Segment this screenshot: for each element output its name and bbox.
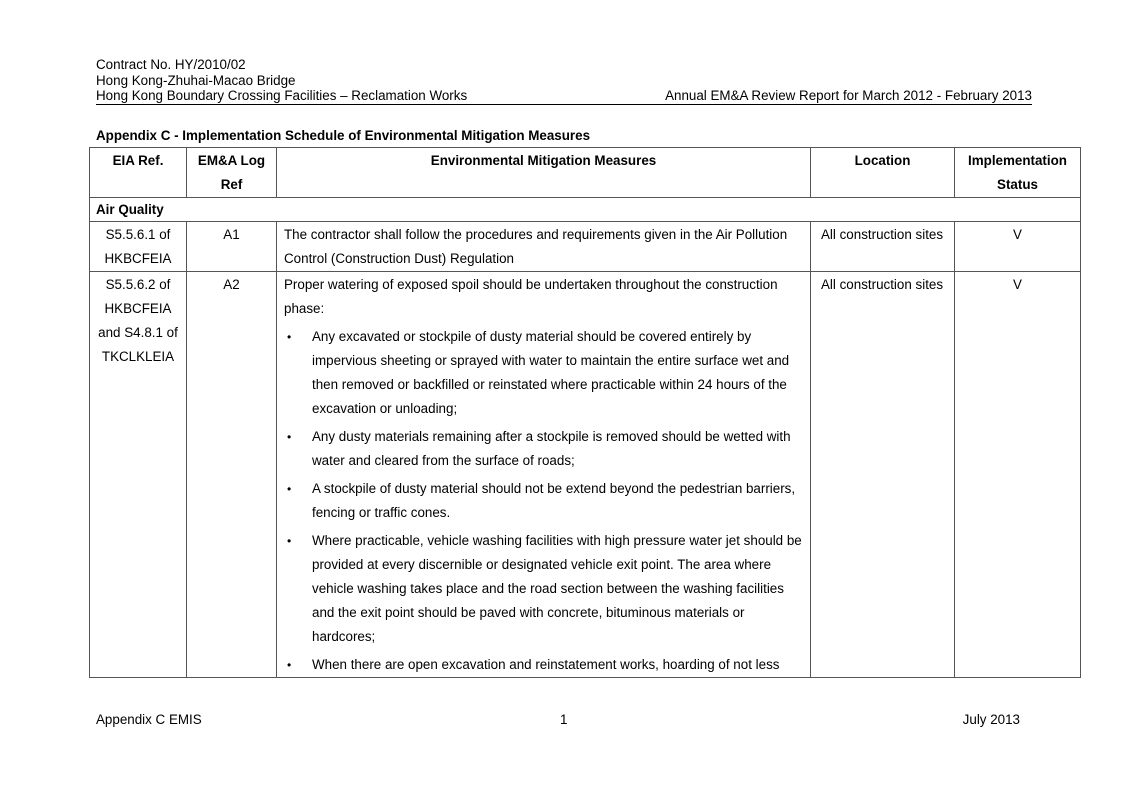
measure-cell xyxy=(277,222,811,272)
location-cell: All construction sites xyxy=(811,272,955,678)
contract-number: Contract No. HY/2010/02 xyxy=(96,57,246,72)
eia-ref-line: S5.5.6.2 of xyxy=(105,277,171,292)
measure-line: The contractor shall follow the procedures and requirements given in the Air Pollution xyxy=(284,227,788,242)
log-ref-cell: A2 xyxy=(187,272,277,678)
col-header-log-ref xyxy=(187,148,277,198)
status-header-line1: Implementation xyxy=(968,153,1067,168)
eia-ref-line: and S4.8.1 of xyxy=(98,325,178,340)
table-row xyxy=(90,222,1081,272)
bullet-line: vehicle washing takes place and the road section between the washing facilities xyxy=(312,581,784,596)
bullet-line: • Any excavated or stockpile of dusty material should be covered entirely by xyxy=(312,329,752,344)
header-divider xyxy=(96,104,1032,105)
bullet-line: provided at every discernible or designated vehicle exit point. The area where xyxy=(312,557,772,572)
section-title: Air Quality xyxy=(90,198,1081,222)
bullet-line: • Where practicable, vehicle washing facilities with high pressure water jet should be xyxy=(312,533,802,548)
measure-cell xyxy=(277,272,811,678)
bullet-line: hardcores; xyxy=(312,629,376,644)
measure-bullet xyxy=(284,325,804,421)
bullet-line: and the exit point should be paved with concrete, bituminous materials or xyxy=(312,605,745,620)
bullet-line: excavation or unloading; xyxy=(312,401,458,416)
project-name: Hong Kong-Zhuhai-Macao Bridge xyxy=(96,72,296,88)
bullet-line: • Any dusty materials remaining after a stockpile is removed should be wetted with xyxy=(312,429,791,444)
measure-line: Control (Construction Dust) Regulation xyxy=(284,251,514,266)
eia-ref-cell xyxy=(90,272,187,678)
measure-line: phase: xyxy=(284,301,325,316)
eia-ref-line: HKBCFEIA xyxy=(104,301,172,316)
location-cell: All construction sites xyxy=(811,222,955,272)
col-header-measures: Environmental Mitigation Measures xyxy=(277,148,811,198)
status-header-line2: Status xyxy=(997,177,1038,192)
log-ref-line2: Ref xyxy=(220,177,243,192)
page-header xyxy=(96,57,1032,104)
status-cell: V xyxy=(955,272,1081,678)
table-row xyxy=(90,272,1081,678)
measure-bullet xyxy=(284,653,804,677)
appendix-title: Appendix C - Implementation Schedule of Environmental Mitigation Measures xyxy=(96,128,591,143)
report-title: Annual EM&A Review Report for March 2012 - February 2013 xyxy=(665,88,1032,104)
footer-label: Appendix C EMIS xyxy=(96,712,202,727)
measure-bullet xyxy=(284,425,804,473)
eia-ref-line: TKCLKLEIA xyxy=(101,349,175,364)
col-header-eia-ref: EIA Ref. xyxy=(90,148,187,198)
log-ref-cell: A1 xyxy=(187,222,277,272)
bullet-line: • A stockpile of dusty material should not be extend beyond the pedestrian barriers, xyxy=(312,481,796,496)
measure-bullet xyxy=(284,529,804,649)
eia-ref-cell xyxy=(90,222,187,272)
section-row xyxy=(90,198,1081,222)
bullet-line: impervious sheeting or sprayed with water to maintain the entire surface wet and xyxy=(312,353,790,368)
measure-line: Proper watering of exposed spoil should be undertaken throughout the construction xyxy=(284,277,778,292)
eia-ref-line: HKBCFEIA xyxy=(104,251,172,266)
measure-bullet-list xyxy=(284,325,804,677)
table-header-row xyxy=(90,148,1081,198)
log-ref-line1: EM&A Log xyxy=(197,153,266,168)
col-header-location: Location xyxy=(811,148,955,198)
works-name: Hong Kong Boundary Crossing Facilities – Reclamation Works xyxy=(96,88,468,104)
col-header-status xyxy=(955,148,1081,198)
page-number: 1 xyxy=(560,712,568,727)
bullet-line: water and cleared from the surface of roads; xyxy=(312,453,575,468)
footer-date: July 2013 xyxy=(962,712,1020,727)
status-cell: V xyxy=(955,222,1081,272)
eia-ref-line: S5.5.6.1 of xyxy=(105,227,171,242)
bullet-line: then removed or backfilled or reinstated where practicable within 24 hours of the xyxy=(312,377,787,392)
bullet-line: • When there are open excavation and reinstatement works, hoarding of not less xyxy=(312,657,780,672)
mitigation-table xyxy=(89,147,1081,678)
bullet-line: fencing or traffic cones. xyxy=(312,505,451,520)
measure-bullet xyxy=(284,477,804,525)
